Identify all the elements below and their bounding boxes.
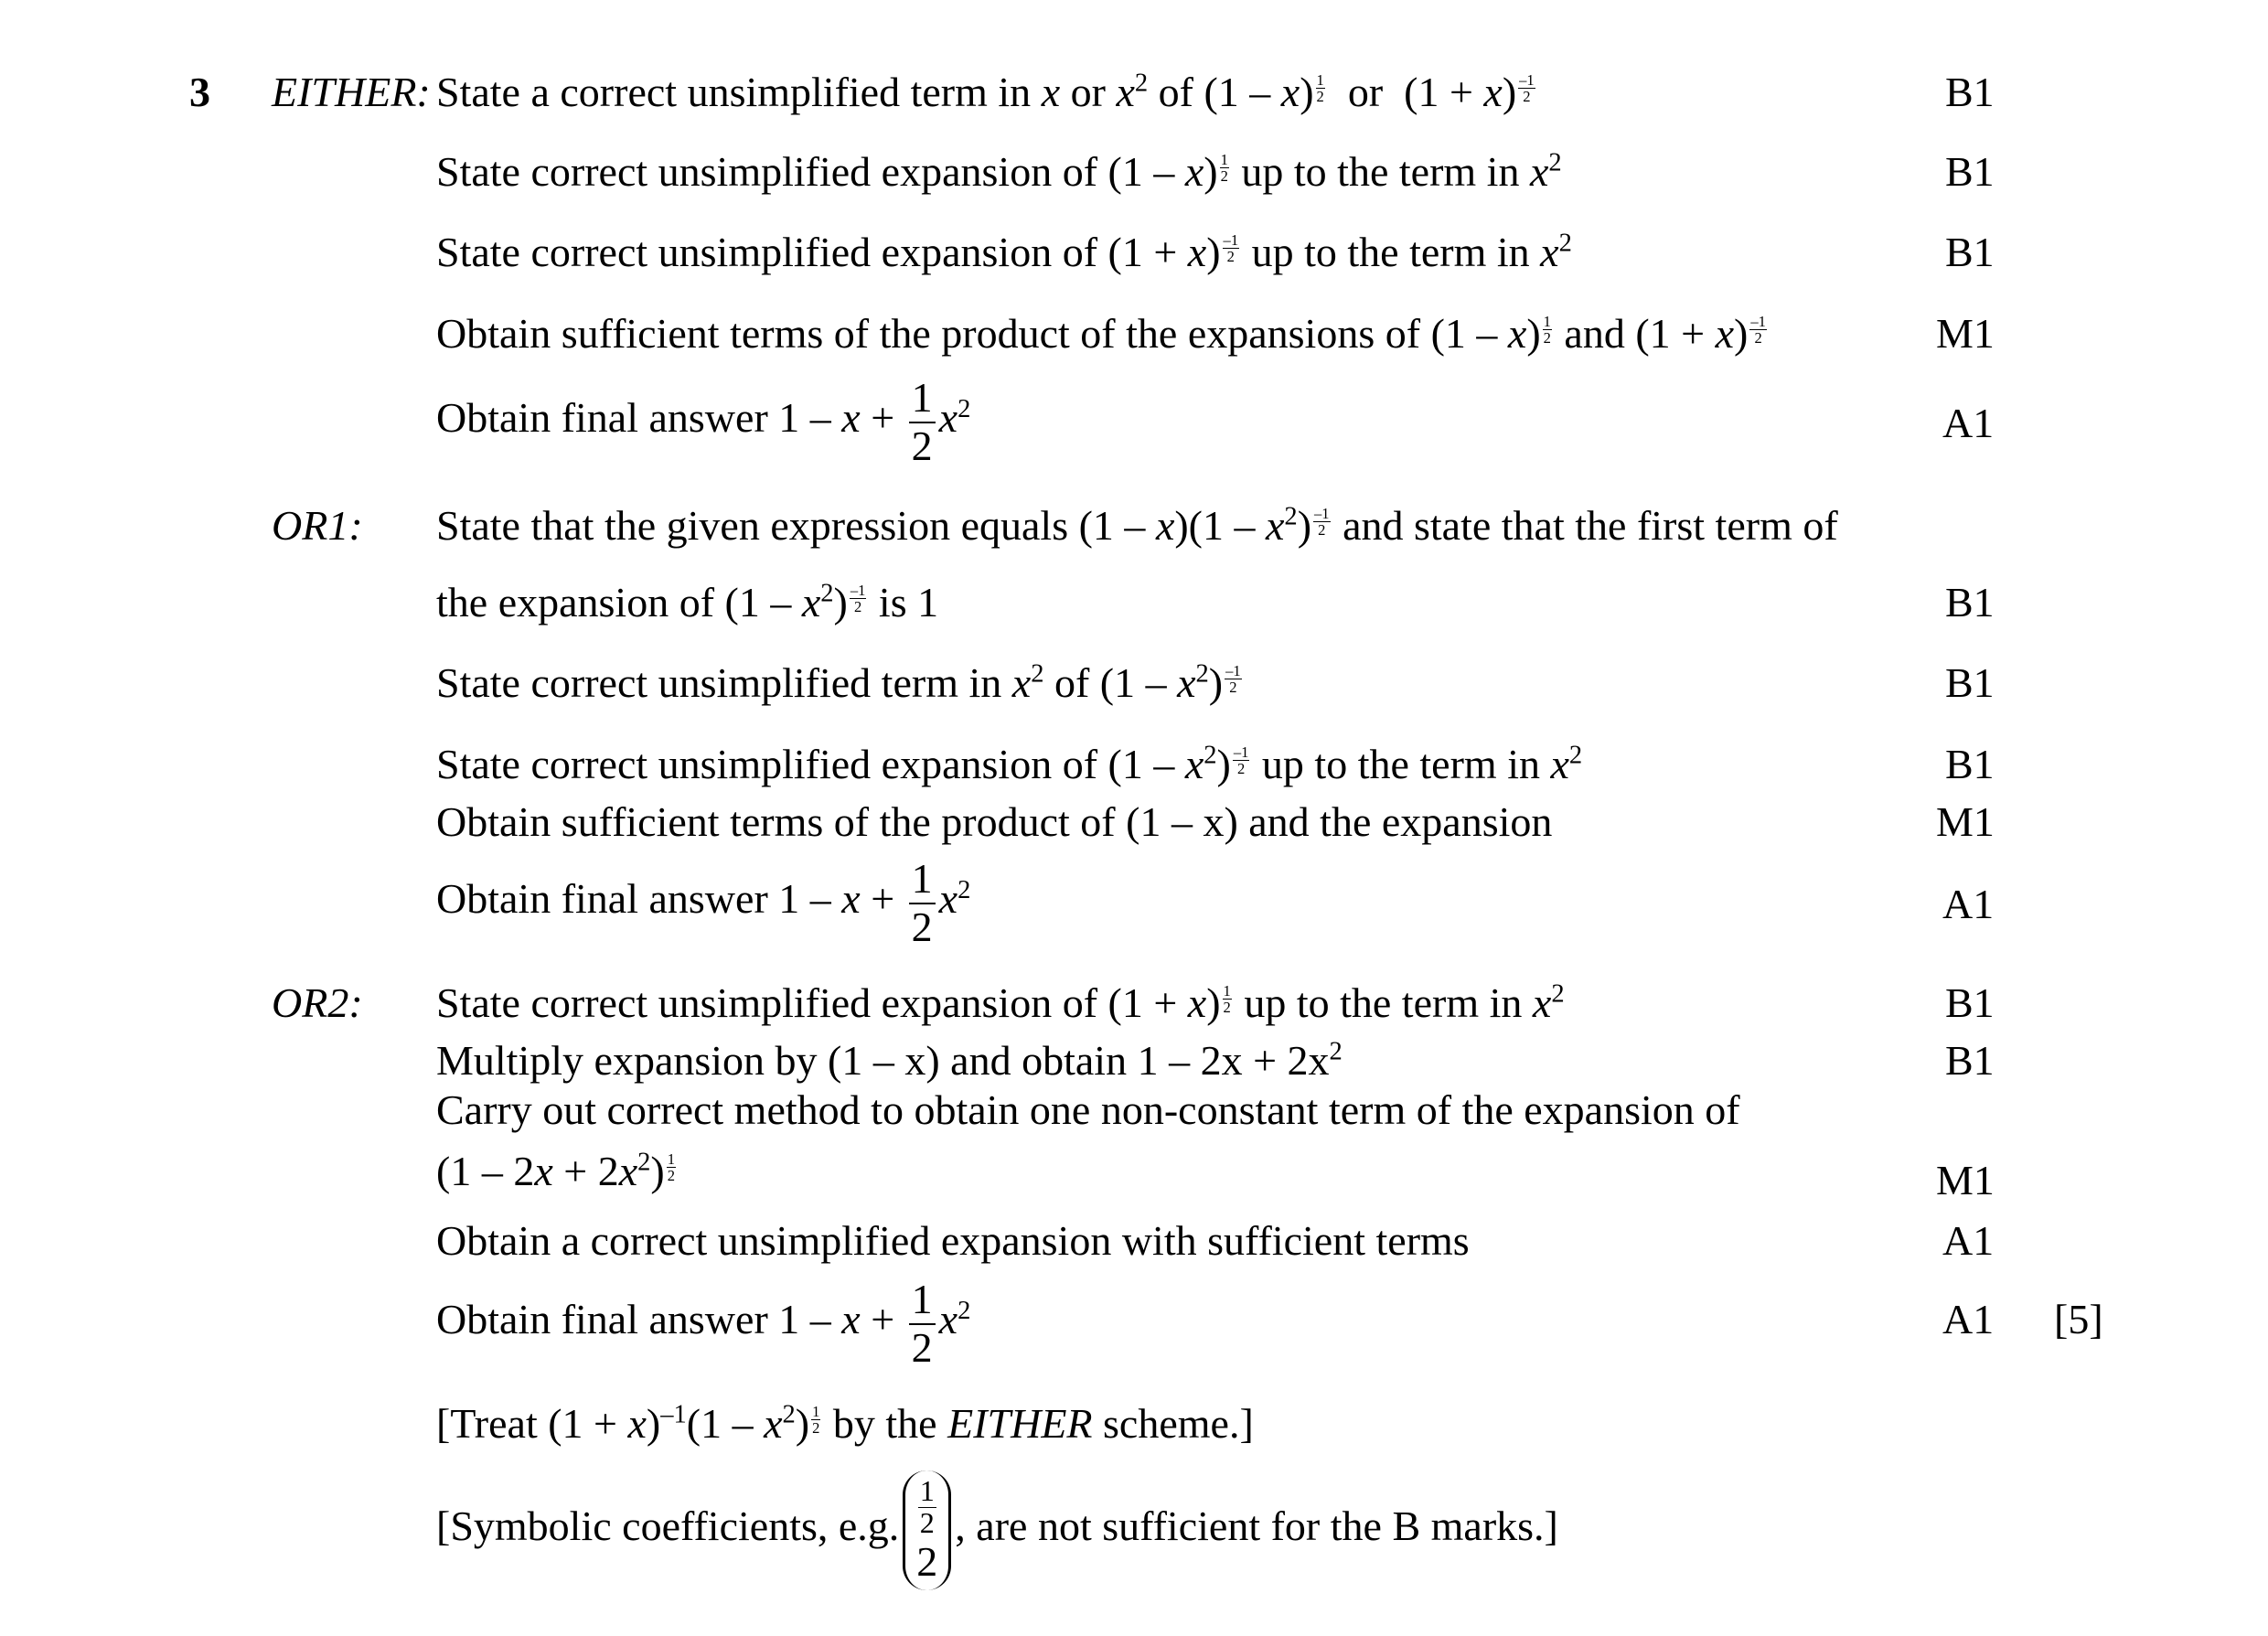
- line-13: Multiply expansion by (1 – x) and obtain $1 - 2x + 2x^2$: [436, 1037, 1343, 1084]
- binomial-coefficient: 1 2 2: [903, 1470, 951, 1590]
- line-5-text: Obtain final answer: [436, 394, 768, 442]
- mark-2: B1: [1945, 148, 1995, 195]
- line-1-or-word: or: [1070, 69, 1106, 115]
- line-3-tail: up to the term in: [1251, 229, 1530, 275]
- line-8: State correct unsimplified term in $x^2$ of $(1 - x^2)$ $\frac{-1}{2}$: [436, 659, 1241, 706]
- note-symbolic-post: , are not sufficient for the B marks.]: [955, 1502, 1558, 1550]
- line-3: State correct unsimplified expansion of (1 + x) $\frac{-1}{2}$ up to the term in $x^2$: [436, 229, 1572, 275]
- mark-12: B1: [1945, 1037, 1995, 1084]
- line-14: Carry out correct method to obtain one non-constant term of the expansion of: [436, 1086, 1740, 1133]
- line-1-or2-word: or: [1347, 69, 1384, 115]
- line-7: the expansion of $(1 - x^2)$ $\frac{-1}{2}$ is 1: [436, 579, 939, 626]
- note-symbolic-pre: [Symbolic coefficients, e.g.: [436, 1502, 900, 1550]
- section-either: EITHER:: [272, 69, 431, 115]
- line-11: Obtain final answer 1 – x + $\frac{1}{2}$ $x^2$: [436, 855, 971, 950]
- line-4-text: Obtain sufficient terms of the product of the expansions of: [436, 310, 1421, 357]
- total-marks: [5]: [2054, 1296, 2103, 1342]
- section-or2: OR2:: [272, 979, 363, 1026]
- mark-14: A1: [1942, 1217, 1995, 1264]
- line-5: Obtain final answer 1 – x + $\frac{1}{2}$ $x^2$: [436, 374, 971, 469]
- line-17: Obtain final answer 1 – x + $\frac{1}{2}$ $x^2$: [436, 1276, 971, 1371]
- line-6-text: State that the given expression equals: [436, 502, 1069, 549]
- line-3-text: State correct unsimplified expansion of: [436, 229, 1098, 275]
- mark-4: M1: [1936, 310, 1995, 357]
- mark-13: M1: [1936, 1157, 1995, 1203]
- line-12-text: State correct unsimplified expansion of: [436, 979, 1098, 1026]
- section-or1: OR1:: [272, 502, 363, 549]
- line-7-tail: is 1: [878, 579, 939, 626]
- note-treat-post: scheme.]: [1103, 1400, 1254, 1447]
- note-treat-scheme: EITHER: [947, 1400, 1093, 1447]
- mark-9: M1: [1936, 798, 1995, 845]
- mark-3: B1: [1945, 229, 1995, 275]
- line-1-of-word: of: [1158, 69, 1193, 115]
- mark-1: B1: [1945, 69, 1995, 115]
- line-17-text: Obtain final answer: [436, 1296, 768, 1343]
- line-6-tail: and state that the first term of: [1343, 502, 1838, 549]
- line-15: $(1 - 2x + 2x^2)$ $\frac{1}{2}$: [436, 1148, 675, 1194]
- line-4-and-word: and: [1564, 310, 1625, 357]
- mark-10: A1: [1942, 881, 1995, 927]
- line-16: Obtain a correct unsimplified expansion with sufficient terms: [436, 1217, 1470, 1264]
- line-9-tail: up to the term in: [1261, 741, 1540, 787]
- mark-11: B1: [1945, 979, 1995, 1026]
- line-13-text: Multiply expansion by (1 – x) and obtain 1 – 2x + 2x: [436, 1037, 1330, 1084]
- line-1: State a correct unsimplified term in x or $x^2$ of (1 – x) $\frac{1}{2}$ or (1 + x) $\frac{-1}{2}$: [436, 69, 1535, 115]
- line-10: Obtain sufficient terms of the product of (1 – x) and the expansion: [436, 798, 1553, 845]
- line-9-text: State correct unsimplified expansion of: [436, 741, 1098, 787]
- line-4: Obtain sufficient terms of the product of the expansions of (1 – x) $\frac{1}{2}$ and (1 + x) $\frac{-1}{2}$: [436, 310, 1766, 357]
- mark-8: B1: [1945, 741, 1995, 787]
- line-9: State correct unsimplified expansion of $(1 - x^2)$ $\frac{-1}{2}$ up to the term in $x^2$: [436, 741, 1583, 787]
- line-6: State that the given expression equals $(1 - x)(1 - x^2)$ $\frac{-1}{2}$ and state that the first term of: [436, 502, 1838, 549]
- mark-5: A1: [1942, 400, 1995, 446]
- line-12-tail: up to the term in: [1244, 979, 1523, 1026]
- question-number: 3: [189, 69, 210, 115]
- note-treat-mid: by the: [832, 1400, 937, 1447]
- note-symbolic: [436, 1470, 1558, 1590]
- line-8-of-word: of: [1054, 659, 1090, 706]
- line-7-text: the expansion of: [436, 579, 715, 626]
- mark-15: A1: [1942, 1296, 1995, 1342]
- line-12: State correct unsimplified expansion of (1 + x) $\frac{1}{2}$ up to the term in $x^2$: [436, 979, 1565, 1026]
- note-treat-pre: [Treat: [436, 1400, 538, 1447]
- line-8-text: State correct unsimplified term in: [436, 659, 1002, 706]
- line-11-text: Obtain final answer: [436, 875, 768, 923]
- line-2-text: State correct unsimplified expansion of: [436, 148, 1098, 195]
- mark-7: B1: [1945, 659, 1995, 706]
- line-1-text: State a correct unsimplified term in: [436, 69, 1032, 115]
- line-2-tail: up to the term in: [1241, 148, 1520, 195]
- line-2: State correct unsimplified expansion of (1 – x) $\frac{1}{2}$ up to the term in $x^2$: [436, 148, 1562, 195]
- note-treat: [Treat $(1 + x)^{-1}(1 - x^2)$ $\frac{1}{2}$ by the EITHER scheme.]: [436, 1400, 1254, 1447]
- mark-6: B1: [1945, 579, 1995, 626]
